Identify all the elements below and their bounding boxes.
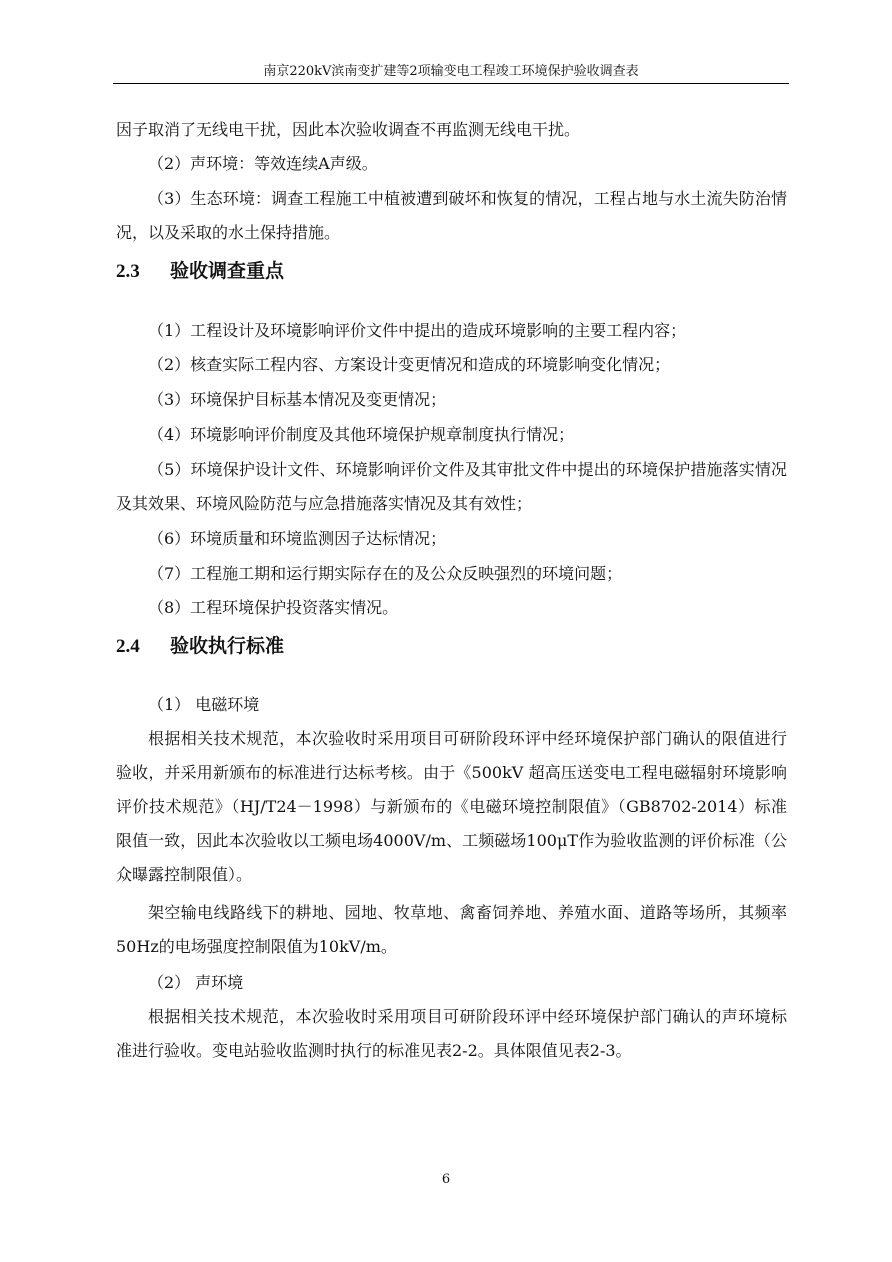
section-heading-2-3 [116,258,284,285]
section-title: 验收调查重点 [170,260,285,282]
paragraph-continuation: 因子取消了无线电干扰，因此本次验收调查不再监测无线电干扰。 [116,120,581,139]
paragraph-overhead-line: 架空输电线路线下的耕地、园地、牧草地、禽畜饲养地、养殖水面、道路等场所，其频率50Hz的电场强度控制限值为10kV/m。 [116,903,787,956]
list-item: （5）环境保护设计文件、环境影响评价文件及其审批文件中提出的环境保护措施落实情况及其效果、环境风险防范与应急措施落实情况及其有效性； [116,460,787,513]
page-number: 6 [441,1172,451,1187]
subsection-title-em: （1） 电磁环境 [148,695,260,714]
paragraph-sound-standard: 根据相关技术规范，本次验收时采用项目可研阶段环评中经环境保护部门确认的声环境标准进行验收。变电站验收监测时执行的标准见表2-2。具体限值见表2-3。 [116,1007,787,1060]
paragraph-em-standard: 根据相关技术规范，本次验收时采用项目可研阶段环评中经环境保护部门确认的限值进行验收，并采用新颁布的标准进行达标考核。由于《500kV 超高压送变电工程电磁辐射环境影响评价技术规范》（HJ/T24－1998）与新颁布的《电磁环境控制限值》（GB8702-2014）标准限值一致，因此本次验收以工频电场4000V/m、工频磁场100μT作为验收监测的评价标准（公众曝露控制限值）。 [116,729,787,884]
list-item: （6）环境质量和环境监测因子达标情况； [148,529,447,548]
section-number: 2.4 [116,636,140,657]
section-title: 验收执行标准 [170,635,285,657]
section-number: 2.3 [116,261,140,282]
running-header: 南京220kV滨南变扩建等2项输变电工程竣工环境保护验收调查表 [263,64,639,79]
list-item: （8）工程环境保护投资落实情况。 [148,598,399,617]
list-item: （2）核查实际工程内容、方案设计变更情况和造成的环境影响变化情况； [148,355,671,374]
list-item: （1）工程设计及环境影响评价文件中提出的造成环境影响的主要工程内容； [148,321,687,340]
paragraph-sound-env: （2）声环境：等效连续A声级。 [148,154,378,173]
section-heading-2-4 [116,633,284,660]
header-divider [113,83,789,84]
list-item: （3）环境保护目标基本情况及变更情况； [148,390,447,409]
paragraph-eco-env: （3）生态环境：调查工程施工中植被遭到破坏和恢复的情况，工程占地与水土流失防治情况，以及采取的水土保持措施。 [116,189,787,242]
list-item: （4）环境影响评价制度及其他环境保护规章制度执行情况； [148,425,575,444]
subsection-title-sound: （2） 声环境 [148,973,244,992]
list-item: （7）工程施工期和运行期实际存在的及公众反映强烈的环境问题； [148,564,623,583]
